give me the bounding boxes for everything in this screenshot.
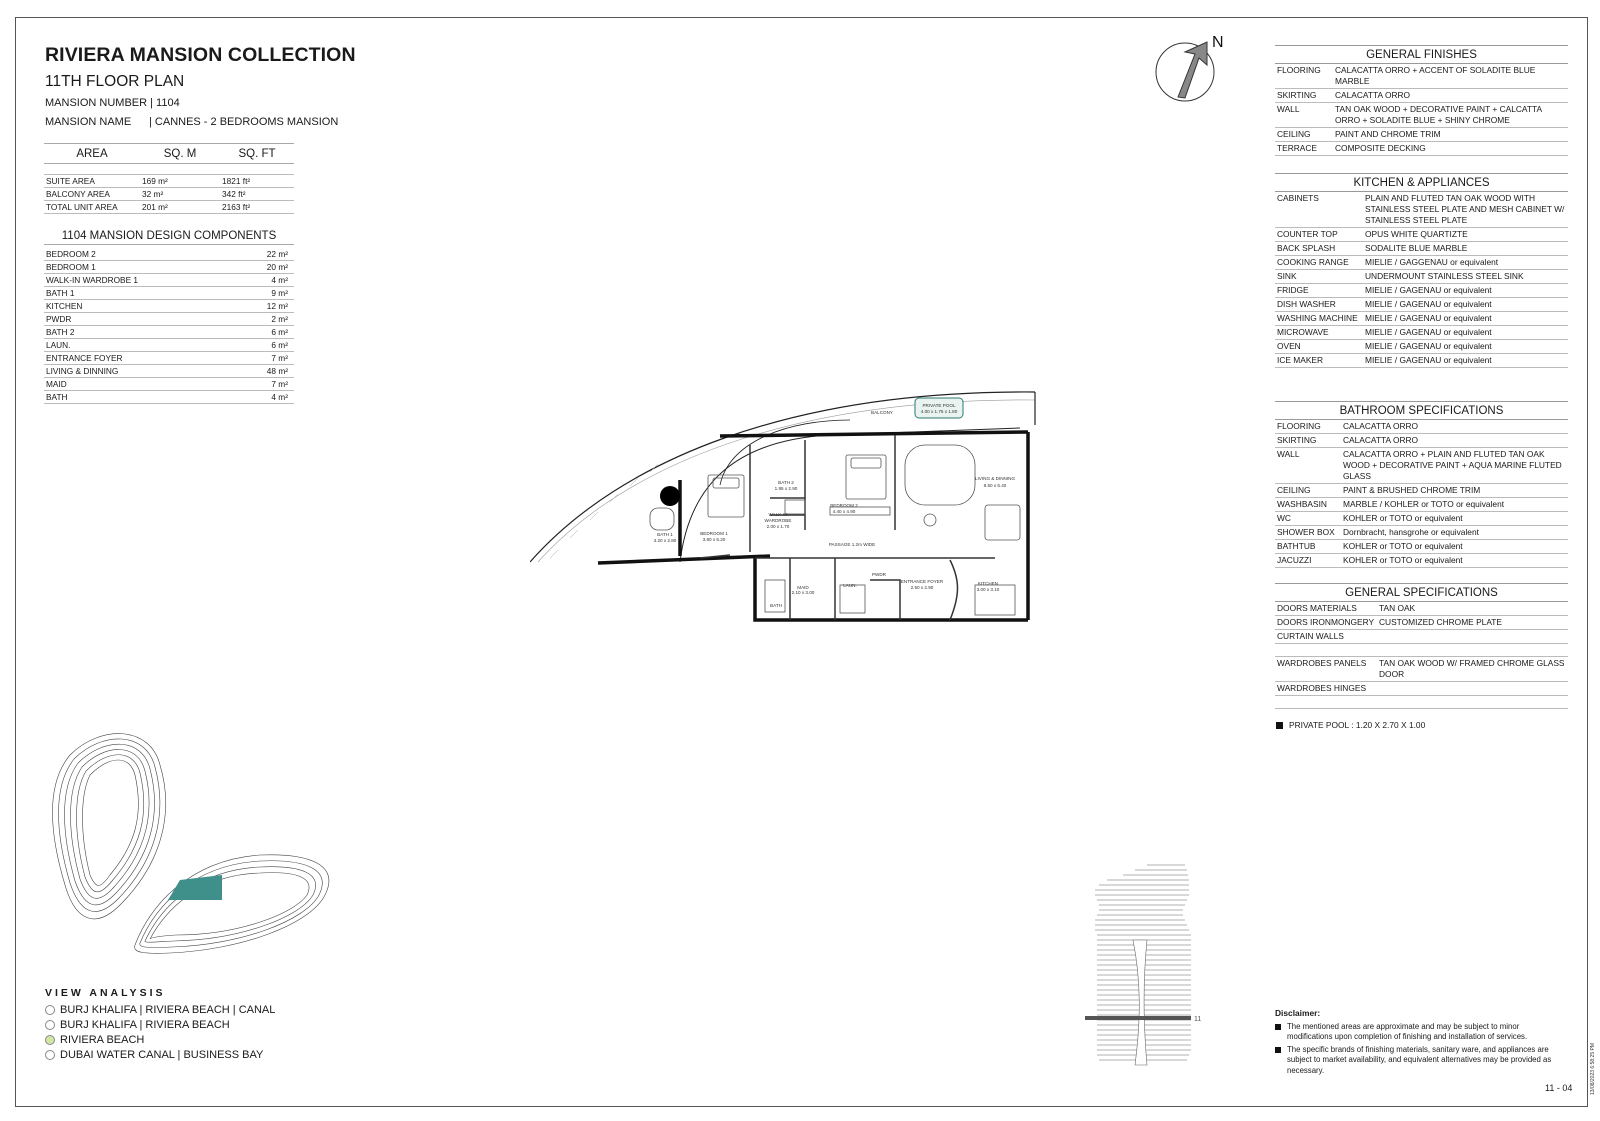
row-sqft: 1821 ft² bbox=[220, 175, 294, 188]
spec-value: Dornbracht, hansgrohe or equivalent bbox=[1343, 527, 1479, 537]
spec-row bbox=[1275, 192, 1568, 228]
component-area: 48 m² bbox=[266, 366, 288, 376]
mansion-name-label: MANSION NAME bbox=[45, 116, 132, 128]
spec-key bbox=[1277, 645, 1379, 655]
spec-row bbox=[1275, 434, 1568, 448]
laun-label: LAUN. bbox=[843, 583, 857, 588]
table-spacer bbox=[44, 164, 294, 175]
spec-row bbox=[1275, 657, 1568, 682]
spec-key: FLOORING bbox=[1277, 65, 1321, 75]
spec-key: SKIRTING bbox=[1277, 90, 1317, 100]
bath1-dim: 3.20 x 2.80 bbox=[653, 538, 677, 543]
living-label: LIVING & DINNING bbox=[974, 476, 1016, 481]
table-row bbox=[44, 188, 294, 201]
spec-value bbox=[1379, 631, 1568, 642]
spec-value bbox=[1379, 645, 1568, 655]
spec-value: CALACATTA ORRO + PLAIN AND FLUTED TAN OAK WOOD + DECORATIVE PAINT + AQUA MARINE FLUTED GLASS bbox=[1343, 449, 1562, 481]
spec-row bbox=[1275, 696, 1568, 709]
bedroom2-dim: 4.40 x 4.90 bbox=[832, 509, 856, 514]
spec-key: OVEN bbox=[1277, 341, 1301, 351]
section-title: KITCHEN & APPLIANCES bbox=[1275, 173, 1568, 192]
floor-label: 11 bbox=[1194, 1016, 1202, 1023]
spec-row bbox=[1275, 420, 1568, 434]
view-dot-icon bbox=[45, 1005, 55, 1015]
spec-value: KOHLER or TOTO or equivalent bbox=[1343, 513, 1463, 523]
spec-key: BACK SPLASH bbox=[1277, 243, 1336, 253]
pool-dim: 4.00 x 1.75 x 1.80 bbox=[920, 409, 958, 414]
disclaimer-text: The mentioned areas are approximate and may be subject to minor modifications upon completion of finishing and installation of services. bbox=[1287, 1022, 1528, 1042]
component-area: 6 m² bbox=[271, 327, 288, 337]
spec-key: WARDROBES HINGES bbox=[1277, 683, 1367, 693]
spec-row bbox=[1275, 326, 1568, 340]
spec-row bbox=[1275, 616, 1568, 630]
spec-value: MIELIE / GAGENAU or equivalent bbox=[1365, 327, 1492, 337]
private-pool bbox=[915, 398, 963, 418]
col-area: AREA bbox=[44, 144, 140, 164]
bath1-label: BATH 1 bbox=[657, 532, 673, 537]
spec-value: TAN OAK WOOD W/ FRAMED CHROME GLASS DOOR bbox=[1379, 658, 1565, 679]
print-stamp: 13/08/2023 6:58:25 PM bbox=[1590, 1043, 1596, 1095]
spec-value: MIELIE / GAGENAU or equivalent bbox=[1365, 355, 1492, 365]
list-item bbox=[44, 287, 294, 300]
elevation-gap bbox=[1133, 940, 1147, 1065]
spec-row bbox=[1275, 284, 1568, 298]
component-name: PWDR bbox=[46, 314, 72, 324]
spec-key: FLOORING bbox=[1277, 421, 1321, 431]
spec-row bbox=[1275, 354, 1568, 368]
disclaimer-title: Disclaimer: bbox=[1275, 1008, 1321, 1018]
spec-row bbox=[1275, 512, 1568, 526]
spec-value: MIELIE / GAGENAU or equivalent bbox=[1365, 341, 1492, 351]
list-item bbox=[44, 248, 294, 261]
kitchen-dim: 3.00 x 3.10 bbox=[976, 587, 1000, 592]
general-specifications-section bbox=[1275, 583, 1568, 709]
spec-row bbox=[1275, 103, 1568, 128]
spec-rows bbox=[1275, 64, 1568, 156]
component-area: 20 m² bbox=[266, 262, 288, 272]
spec-key bbox=[1277, 697, 1379, 707]
spec-value: PLAIN AND FLUTED TAN OAK WOOD WITH STAINLESS STEEL PLATE AND MESH CABINET W/ STAINLESS STEEL PLATE bbox=[1365, 193, 1565, 225]
spec-key: TERRACE bbox=[1277, 143, 1318, 153]
list-item bbox=[45, 1002, 275, 1017]
key-plan bbox=[40, 725, 340, 975]
list-item bbox=[44, 326, 294, 339]
spec-key: WC bbox=[1277, 513, 1291, 523]
list-item bbox=[1275, 1045, 1555, 1076]
living-dim: 8.50 x 6.40 bbox=[983, 483, 1007, 488]
spec-row bbox=[1275, 142, 1568, 156]
spec-key: FRIDGE bbox=[1277, 285, 1309, 295]
foyer-dim: 2.50 x 2.90 bbox=[910, 585, 934, 590]
spec-row bbox=[1275, 128, 1568, 142]
spec-value: CALACATTA ORRO bbox=[1335, 90, 1411, 100]
section-title: BATHROOM SPECIFICATIONS bbox=[1275, 401, 1568, 420]
general-finishes-section bbox=[1275, 45, 1568, 156]
spec-row bbox=[1275, 242, 1568, 256]
component-name: BEDROOM 1 bbox=[46, 262, 96, 272]
disclaimer-text: The specific brands of finishing materials, sanitary ware, and appliances are subject to market availability, and equivalent alternatives may be provided as necessary. bbox=[1287, 1044, 1552, 1075]
spec-row bbox=[1275, 298, 1568, 312]
wardrobe-dim: 2.00 x 1.70 bbox=[766, 524, 790, 529]
kitchen-section bbox=[1275, 173, 1568, 368]
component-name: BATH bbox=[46, 392, 68, 402]
component-name: BATH 1 bbox=[46, 288, 75, 298]
spec-key: SHOWER BOX bbox=[1277, 527, 1335, 537]
balcony-label: BALCONY bbox=[871, 410, 893, 415]
spec-key: COOKING RANGE bbox=[1277, 257, 1349, 267]
row-sqft: 342 ft² bbox=[220, 188, 294, 201]
foyer-label: ENTRANCE FOYER bbox=[900, 579, 944, 584]
view-analysis-title: VIEW ANALYSIS bbox=[45, 987, 166, 999]
component-name: ENTRANCE FOYER bbox=[46, 353, 123, 363]
page-title: RIVIERA MANSION COLLECTION bbox=[45, 44, 356, 66]
component-area: 4 m² bbox=[271, 275, 288, 285]
section-title: GENERAL SPECIFICATIONS bbox=[1275, 583, 1568, 602]
list-item bbox=[44, 391, 294, 404]
bullet-icon bbox=[1276, 722, 1283, 729]
component-area: 6 m² bbox=[271, 340, 288, 350]
spec-row bbox=[1275, 228, 1568, 242]
bullet-icon bbox=[1275, 1047, 1281, 1053]
component-name: LIVING & DINNING bbox=[46, 366, 119, 376]
mansion-number: MANSION NUMBER | 1104 bbox=[45, 97, 180, 109]
pool-label: PRIVATE POOL bbox=[922, 403, 956, 408]
bathroom-section bbox=[1275, 401, 1568, 568]
spec-value: UNDERMOUNT STAINLESS STEEL SINK bbox=[1365, 271, 1524, 281]
mansion-name-value: | CANNES - 2 BEDROOMS MANSION bbox=[149, 116, 339, 128]
component-name: LAUN. bbox=[46, 340, 71, 350]
maid-dim: 2.10 x 3.00 bbox=[791, 590, 815, 595]
spec-key: CEILING bbox=[1277, 129, 1311, 139]
compass bbox=[1155, 30, 1225, 105]
list-item bbox=[1275, 1022, 1555, 1043]
component-area: 22 m² bbox=[266, 249, 288, 259]
view-dot-icon bbox=[45, 1035, 55, 1045]
spec-key: COUNTER TOP bbox=[1277, 229, 1338, 239]
component-name: MAID bbox=[46, 379, 67, 389]
table-row bbox=[44, 201, 294, 214]
elevation-key bbox=[1085, 860, 1205, 1070]
spec-key: CEILING bbox=[1277, 485, 1311, 495]
list-item bbox=[44, 365, 294, 378]
spec-key: DISH WASHER bbox=[1277, 299, 1336, 309]
list-item bbox=[44, 313, 294, 326]
spec-value: PAINT AND CHROME TRIM bbox=[1335, 129, 1441, 139]
spec-key: WALL bbox=[1277, 449, 1300, 459]
spec-key: WALL bbox=[1277, 104, 1300, 114]
kitchen-label: KITCHEN bbox=[977, 581, 999, 586]
component-name: WALK-IN WARDROBE 1 bbox=[46, 275, 139, 285]
bedroom1-label: BEDROOM 1 bbox=[700, 531, 728, 536]
component-area: 9 m² bbox=[271, 288, 288, 298]
spec-value: TAN OAK WOOD + DECORATIVE PAINT + CALCATTA ORRO + SOLADITE BLUE + SHINY CHROME bbox=[1335, 104, 1542, 125]
spec-row bbox=[1275, 484, 1568, 498]
pwdr-label: PWDR bbox=[871, 572, 887, 577]
spec-row bbox=[1275, 448, 1568, 484]
spec-row bbox=[1275, 682, 1568, 696]
tower-b bbox=[135, 855, 329, 954]
spec-key: MICROWAVE bbox=[1277, 327, 1329, 337]
spec-value bbox=[1379, 697, 1568, 707]
pool-note bbox=[1276, 720, 1425, 730]
unit-highlight bbox=[168, 875, 222, 900]
spec-value: OPUS WHITE QUARTIZTE bbox=[1365, 229, 1468, 239]
spec-value: PAINT & BRUSHED CHROME TRIM bbox=[1343, 485, 1481, 495]
spec-key: CABINETS bbox=[1277, 193, 1319, 203]
spec-rows bbox=[1275, 192, 1568, 368]
bullet-icon bbox=[1275, 1024, 1281, 1030]
spec-value: MIELIE / GAGENAU or equivalent bbox=[1365, 313, 1492, 323]
view-dot-icon bbox=[45, 1050, 55, 1060]
component-area: 7 m² bbox=[271, 353, 288, 363]
row-sqm: 32 m² bbox=[140, 188, 220, 201]
bath-label: BATH bbox=[770, 603, 782, 608]
spec-rows bbox=[1275, 602, 1568, 709]
spec-key: WARDROBES PANELS bbox=[1277, 658, 1367, 668]
disclaimer-list bbox=[1275, 1022, 1555, 1078]
spec-key: DOORS IRONMONGERY bbox=[1277, 617, 1375, 627]
bedroom2-label: BEDROOM 2 bbox=[830, 503, 858, 508]
list-item bbox=[44, 378, 294, 391]
component-area: 12 m² bbox=[266, 301, 288, 311]
spec-value: CALACATTA ORRO bbox=[1343, 421, 1419, 431]
spec-row bbox=[1275, 256, 1568, 270]
list-item bbox=[45, 1032, 275, 1047]
row-sqm: 169 m² bbox=[140, 175, 220, 188]
spec-row bbox=[1275, 630, 1568, 644]
spec-rows bbox=[1275, 420, 1568, 568]
page-number: 11 - 04 bbox=[1545, 1083, 1573, 1093]
column-mark bbox=[660, 486, 680, 506]
bath2-label: BATH 2 bbox=[778, 480, 794, 485]
spec-row bbox=[1275, 340, 1568, 354]
wardrobe-label: WARDROBE bbox=[764, 518, 792, 523]
area-table-header bbox=[44, 144, 294, 164]
list-item bbox=[44, 352, 294, 365]
spec-key: WASHING MACHINE bbox=[1277, 313, 1358, 323]
list-item bbox=[44, 339, 294, 352]
list-item bbox=[45, 1047, 275, 1062]
col-sqft: SQ. FT bbox=[220, 144, 294, 164]
bedroom1-dim: 3.80 x 5.20 bbox=[702, 537, 726, 542]
row-sqft: 2163 ft² bbox=[220, 201, 294, 214]
passage-label: PASSAGE 1.2m WIDE bbox=[828, 542, 876, 547]
page-subtitle: 11TH FLOOR PLAN bbox=[45, 73, 185, 90]
view-label: BURJ KHALIFA | RIVIERA BEACH | CANAL bbox=[60, 1003, 276, 1016]
view-label: RIVIERA BEACH bbox=[60, 1033, 145, 1046]
spec-value: KOHLER or TOTO or equivalent bbox=[1343, 555, 1463, 565]
row-label: BALCONY AREA bbox=[44, 188, 140, 201]
spec-key: SKIRTING bbox=[1277, 435, 1317, 445]
section-title: GENERAL FINISHES bbox=[1275, 45, 1568, 64]
row-label: SUITE AREA bbox=[44, 175, 140, 188]
view-label: BURJ KHALIFA | RIVIERA BEACH bbox=[60, 1018, 230, 1031]
spec-row bbox=[1275, 644, 1568, 657]
walkin-label: WALK-IN bbox=[768, 512, 788, 517]
component-name: KITCHEN bbox=[46, 301, 83, 311]
component-area: 7 m² bbox=[271, 379, 288, 389]
spec-key: ICE MAKER bbox=[1277, 355, 1324, 365]
spec-key: SINK bbox=[1277, 271, 1297, 281]
spec-value: KOHLER or TOTO or equivalent bbox=[1343, 541, 1463, 551]
component-name: BEDROOM 2 bbox=[46, 249, 96, 259]
spec-row bbox=[1275, 554, 1568, 568]
spec-value: MIELIE / GAGENAU or equivalent bbox=[1365, 285, 1492, 295]
view-label: DUBAI WATER CANAL | BUSINESS BAY bbox=[60, 1048, 264, 1061]
area-table bbox=[44, 143, 294, 214]
floor-highlight bbox=[1085, 1016, 1191, 1020]
spec-row bbox=[1275, 602, 1568, 616]
pool-note-text: PRIVATE POOL : 1.20 X 2.70 X 1.00 bbox=[1289, 720, 1426, 730]
spec-row bbox=[1275, 89, 1568, 103]
row-label: TOTAL UNIT AREA bbox=[44, 201, 140, 214]
component-area: 4 m² bbox=[271, 392, 288, 402]
spec-row bbox=[1275, 526, 1568, 540]
list-item bbox=[44, 274, 294, 287]
spec-key: DOORS MATERIALS bbox=[1277, 603, 1357, 613]
list-item bbox=[44, 300, 294, 313]
spec-value: MIELIE / GAGENAU or equivalent bbox=[1365, 299, 1492, 309]
spec-value: TAN OAK bbox=[1379, 603, 1416, 613]
spec-value: CUSTOMIZED CHROME PLATE bbox=[1379, 617, 1502, 627]
spec-row bbox=[1275, 498, 1568, 512]
spec-row bbox=[1275, 270, 1568, 284]
spec-key: WASHBASIN bbox=[1277, 499, 1327, 509]
components-list bbox=[44, 248, 294, 404]
spec-value: COMPOSITE DECKING bbox=[1335, 143, 1426, 153]
spec-key: CURTAIN WALLS bbox=[1277, 631, 1344, 641]
spec-row bbox=[1275, 540, 1568, 554]
spec-key: BATHTUB bbox=[1277, 541, 1316, 551]
floor-plan bbox=[530, 380, 1060, 640]
spec-row bbox=[1275, 64, 1568, 89]
table-row bbox=[44, 175, 294, 188]
components-title: 1104 MANSION DESIGN COMPONENTS bbox=[44, 230, 294, 245]
component-area: 2 m² bbox=[271, 314, 288, 324]
spec-key: JACUZZI bbox=[1277, 555, 1312, 565]
spec-value: CALACATTA ORRO + ACCENT OF SOLADITE BLUE MARBLE bbox=[1335, 65, 1536, 86]
view-dot-icon bbox=[45, 1020, 55, 1030]
mansion-name bbox=[45, 116, 338, 128]
component-name: BATH 2 bbox=[46, 327, 75, 337]
spec-value: MIELIE / GAGGENAU or equivalent bbox=[1365, 257, 1499, 267]
row-sqm: 201 m² bbox=[140, 201, 220, 214]
spec-value: SODALITE BLUE MARBLE bbox=[1365, 243, 1468, 253]
col-sqm: SQ. M bbox=[140, 144, 220, 164]
tower-a bbox=[53, 734, 166, 919]
bath2-dim: 1.95 x 2.90 bbox=[774, 486, 798, 491]
list-item bbox=[45, 1017, 275, 1032]
spec-value: MARBLE / KOHLER or TOTO or equivalent bbox=[1343, 499, 1505, 509]
spec-value bbox=[1379, 683, 1568, 694]
spec-row bbox=[1275, 312, 1568, 326]
maid-label: MAID bbox=[797, 585, 809, 590]
spec-value: CALACATTA ORRO bbox=[1343, 435, 1419, 445]
compass-n: N bbox=[1212, 34, 1224, 51]
view-analysis-list bbox=[45, 1002, 275, 1062]
list-item bbox=[44, 261, 294, 274]
